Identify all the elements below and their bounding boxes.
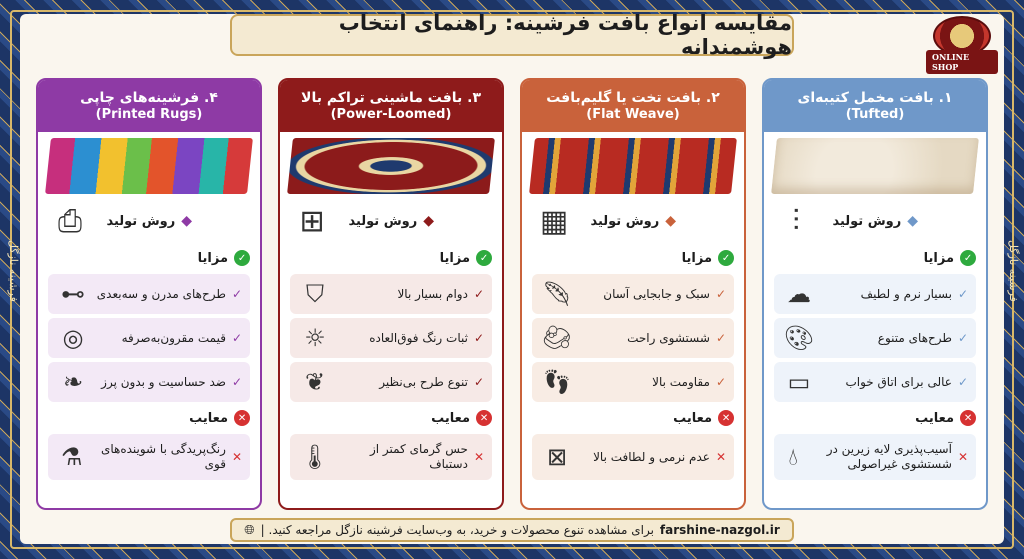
chemical-bottle-icon: ⚗ [61, 443, 83, 471]
loom-machine-icon: ⊞ [299, 203, 325, 239]
x-icon: ✕ [234, 410, 250, 426]
list-item [48, 434, 250, 480]
card-title: ۴. فرشینه‌های چاپی [80, 90, 218, 106]
bed-icon: ▭ [787, 368, 811, 396]
card-printed [36, 78, 262, 510]
check-icon: ✓ [718, 250, 734, 266]
method-row [38, 198, 260, 244]
list-item [290, 318, 492, 358]
cons-label: معایب [431, 410, 470, 426]
method-label: روش تولید [832, 213, 902, 229]
card-header [280, 80, 502, 132]
layers-icon: ◆ [181, 213, 192, 229]
x-mark-icon: ✕ [231, 449, 242, 464]
x-mark-icon: ✕ [957, 449, 968, 464]
item-text: ثبات رنگ فوق‌العاده [369, 331, 468, 345]
layers-icon: ◆ [907, 213, 918, 229]
tufting-needles-icon: ⫶ [792, 203, 800, 239]
method-row [522, 198, 744, 244]
weave-grid-icon: ▦ [539, 203, 569, 239]
water-drops-icon: 💧︎ [788, 443, 798, 471]
method-row [764, 198, 986, 244]
item-text: سبک و جابجایی آسان [603, 287, 710, 301]
side-brand-text-right: فرشینه نازگل [1007, 240, 1020, 302]
list-item [290, 274, 492, 314]
list-item [532, 362, 734, 402]
list-item [290, 362, 492, 402]
thermometer-icon: 🌡︎ [299, 443, 330, 471]
layers-icon: ◆ [423, 213, 434, 229]
x-mark-icon: ✕ [473, 449, 484, 464]
card-header [522, 80, 744, 132]
card-header [38, 80, 260, 132]
x-mark-icon: ✕ [715, 449, 726, 464]
list-item [532, 434, 734, 480]
palette-icon: 🎨︎ [783, 324, 815, 352]
pros-heading [280, 246, 502, 270]
item-text: دوام بسیار بالا [397, 287, 468, 301]
check-mark-icon: ✓ [715, 287, 726, 301]
method-label: روش تولید [590, 213, 660, 229]
pros-label: مزایا [923, 250, 954, 266]
card-subtitle: (Power-Loomed) [330, 107, 452, 122]
check-mark-icon: ✓ [473, 287, 484, 301]
cons-heading [280, 406, 502, 430]
rough-texture-icon: ⊠ [546, 443, 568, 471]
check-mark-icon: ✓ [715, 375, 726, 389]
card-tufted [762, 78, 988, 510]
item-text: عالی برای اتاق خواب [845, 375, 952, 389]
side-brand-text-left: فرشینه نازگل [7, 240, 20, 302]
method-label: روش تولید [106, 213, 176, 229]
card-title: ۱. بافت مخمل کتیبه‌ای [797, 90, 953, 106]
rug-photo [45, 138, 253, 194]
item-text: آسیب‌پذیری لایه زیرین در شستشوی غیراصولی [826, 442, 952, 471]
list-item [532, 318, 734, 358]
rug-photo [287, 138, 495, 194]
item-text: قیمت مقرون‌به‌صرفه [121, 331, 226, 345]
item-text: رنگ‌پریدگی با شوینده‌های قوی [100, 442, 226, 471]
item-text: طرح‌های مدرن و سه‌بعدی [96, 287, 226, 301]
card-subtitle: (Printed Rugs) [95, 107, 203, 122]
method-label: روش تولید [348, 213, 418, 229]
list-item [48, 274, 250, 314]
rug-photo [529, 138, 737, 194]
feather-icon: 🪶︎ [541, 280, 573, 308]
item-text: شستشوی راحت [627, 331, 710, 345]
item-text: عدم نرمی و لطافت بالا [593, 449, 710, 464]
item-text: ضد حساسیت و بدون پرز [101, 375, 226, 389]
infographic-canvas [20, 11, 1004, 544]
check-mark-icon: ✓ [957, 375, 968, 389]
item-text: طرح‌های متنوع [877, 331, 952, 345]
check-icon: ✓ [234, 250, 250, 266]
ornament-icon: ❦ [304, 368, 326, 396]
check-mark-icon: ✓ [231, 331, 242, 345]
pros-heading [38, 246, 260, 270]
card-flat-weave [520, 78, 746, 510]
card-title: ۳. بافت ماشینی تراکم بالا [301, 90, 481, 106]
comparison-cards [36, 78, 988, 510]
card-power-loomed [278, 78, 504, 510]
title-banner [230, 11, 794, 59]
soap-icon: 🧼︎ [541, 324, 573, 352]
card-subtitle: (Tufted) [845, 107, 905, 122]
check-mark-icon: ✓ [231, 287, 242, 301]
pros-heading [764, 246, 986, 270]
item-text: مقاومت بالا [652, 375, 710, 389]
shop-logo[interactable] [926, 16, 998, 78]
list-item [48, 318, 250, 358]
check-mark-icon: ✓ [473, 331, 484, 345]
globe-icon: 🌐︎ [244, 522, 255, 538]
page-title: مقایسه انواع بافت فرشینه: راهنمای انتخاب هوشمندانه [338, 11, 792, 59]
list-item [532, 274, 734, 314]
method-row [280, 198, 502, 244]
pros-label: مزایا [439, 250, 470, 266]
cons-label: معایب [673, 410, 712, 426]
3d-glasses-icon: ⊶ [61, 280, 85, 308]
rug-photo [771, 138, 979, 194]
leaf-icon: ❧ [62, 368, 84, 396]
footer-text: برای مشاهده تنوع محصولات و خرید، به وب‌سایت فرشینه نازگل مراجعه کنید. | [260, 523, 654, 537]
list-item [774, 434, 976, 480]
cons-label: معایب [189, 410, 228, 426]
x-icon: ✕ [960, 410, 976, 426]
check-mark-icon: ✓ [957, 331, 968, 345]
list-item [290, 434, 492, 480]
check-mark-icon: ✓ [231, 375, 242, 389]
cons-heading [38, 406, 260, 430]
card-subtitle: (Flat Weave) [586, 107, 680, 122]
cons-heading [522, 406, 744, 430]
coins-icon: ◎ [62, 324, 84, 352]
check-icon: ✓ [476, 250, 492, 266]
list-item [774, 318, 976, 358]
pros-heading [522, 246, 744, 270]
card-header [764, 80, 986, 132]
item-text: تنوع طرح بی‌نظیر [379, 375, 468, 389]
item-text: بسیار نرم و لطیف [860, 287, 952, 301]
check-mark-icon: ✓ [715, 331, 726, 345]
printer-icon: ⎙ [58, 203, 82, 239]
shield-icon: ⛉ [306, 280, 324, 308]
sun-icon: ☼ [304, 324, 326, 352]
check-mark-icon: ✓ [473, 375, 484, 389]
check-icon: ✓ [960, 250, 976, 266]
card-title: ۲. بافت تخت یا گلیم‌بافت [546, 90, 720, 106]
footer-banner [230, 518, 794, 542]
x-icon: ✕ [718, 410, 734, 426]
layers-icon: ◆ [665, 213, 676, 229]
website-link[interactable]: farshine-nazgol.ir [659, 523, 780, 537]
footprints-icon: 👣︎ [541, 368, 573, 396]
cloud-icon: ☁ [787, 280, 811, 308]
pros-label: مزایا [681, 250, 712, 266]
list-item [774, 274, 976, 314]
cons-label: معایب [915, 410, 954, 426]
cons-heading [764, 406, 986, 430]
check-mark-icon: ✓ [957, 287, 968, 301]
item-text: حس گرمای کمتر از دستباف [369, 442, 468, 471]
pros-label: مزایا [197, 250, 228, 266]
x-icon: ✕ [476, 410, 492, 426]
logo-label: ONLINE SHOP [926, 50, 998, 74]
list-item [774, 362, 976, 402]
list-item [48, 362, 250, 402]
